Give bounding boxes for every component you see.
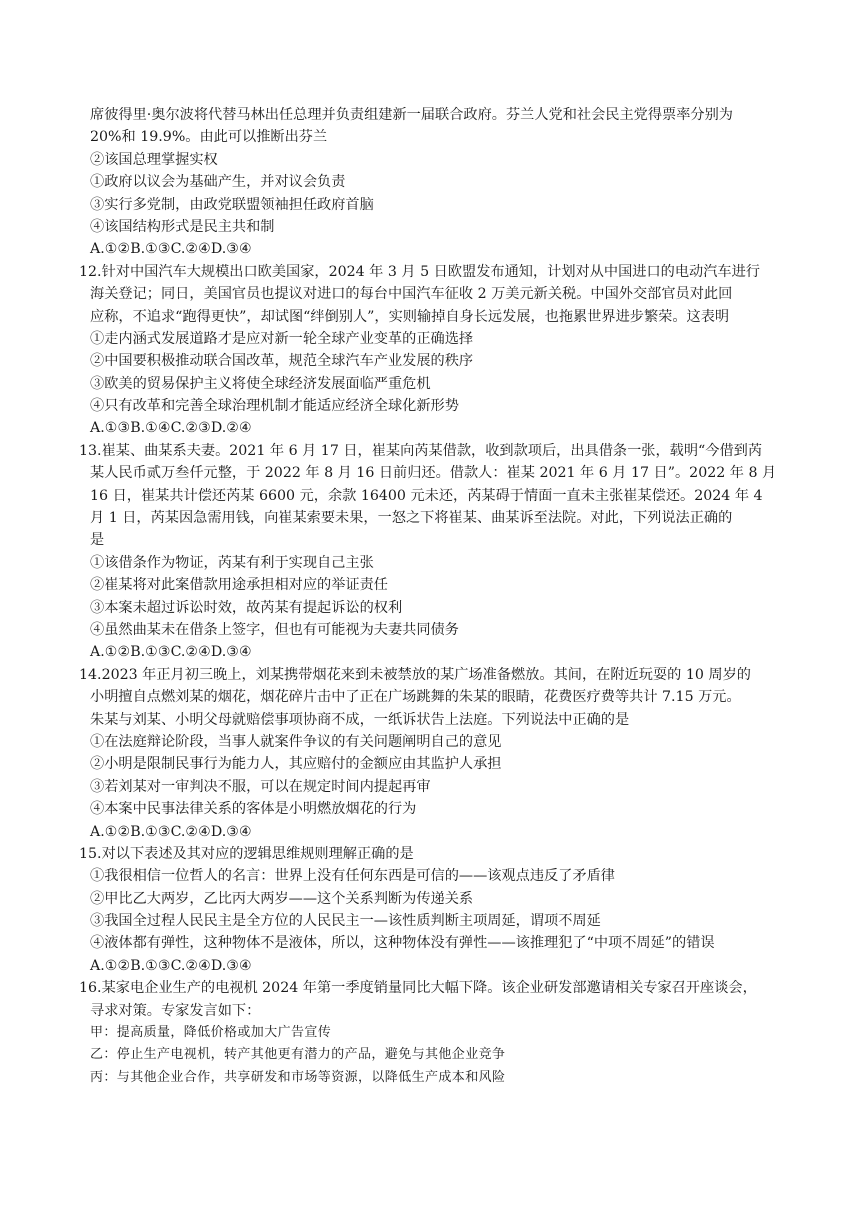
- question-text-line: 15.对以下表述及其对应的逻辑思维规则理解正确的是: [79, 845, 414, 862]
- statement-option: ③实行多党制，由政党联盟领袖担任政府首脑: [90, 196, 374, 213]
- statement-option: ①该借条作为物证，芮某有利于实现自己主张: [90, 554, 374, 571]
- statement-option: ④该国结构形式是民主共和制: [90, 218, 275, 235]
- statement-option: ①在法庭辩论阶段，当事人就案件争议的有关问题阐明自己的意见: [90, 733, 502, 750]
- answer-choices: A.①③B.①④C.②③D.②④: [90, 420, 252, 437]
- question-13: [79, 440, 790, 664]
- statement-option: ④本案中民事法律关系的客体是小明燃放烟花的行为: [90, 801, 417, 818]
- expert-statement: 乙：停止生产电视机，转产其他更有潜力的产品，避免与其他企业竞争: [90, 1047, 506, 1063]
- question-text-line: 16 日，崔某共计偿还芮某 6600 元，余款 16400 元未还，芮某碍于情面一直未主张崔某偿还。2024 年 4: [90, 487, 763, 504]
- statement-option: ④虽然曲某未在借条上签字，但也有可能视为夫妻共同债务: [90, 621, 459, 638]
- question-text-line: 某人民币贰万叁仟元整，于 2022 年 8 月 16 日前归还。借款人：崔某 2021 年 6 月 17 日”。2022 年 8 月: [90, 465, 777, 482]
- statement-option: ②崔某将对此案借款用途承担相对应的举证责任: [90, 577, 388, 594]
- statement-option: ③本案未超过诉讼时效，故芮某有提起诉讼的权利: [90, 599, 403, 616]
- answer-choices: A.①②B.①③C.②④D.③④: [90, 823, 252, 840]
- question-text-line: 海关登记；同日，美国官员也提议对进口的每台中国汽车征收 2 万美元新关税。中国外交部官员对此回: [90, 286, 733, 303]
- statement-option: ②中国要积极推动联合国改革，规范全球汽车产业发展的秩序: [90, 353, 474, 370]
- answer-choices: A.①②B.①③C.②④D.③④: [90, 957, 252, 974]
- statement-option: ①我很相信一位哲人的名言：世界上没有任何东西是可信的——该观点违反了矛盾律: [90, 868, 615, 885]
- statement-option: ④液体都有弹性，这种物体不是液体，所以，这种物体没有弹性——该推理犯了“中项不周延”的错误: [90, 935, 715, 952]
- question-text-line: 小明擅自点燃刘某的烟花，烟花碎片击中了正在广场跳舞的朱某的眼睛，花费医疗费等共计 7.15 万元。: [90, 689, 741, 706]
- statement-option: ①政府以议会为基础产生，并对议会负责: [90, 174, 346, 191]
- question-text-line: 席彼得里·奥尔波将代替马林出任总理并负责组建新一届联合政府。芬兰人党和社会民主党得票率分别为: [90, 107, 733, 123]
- question-text-line: 是: [90, 532, 105, 549]
- question-11: [90, 104, 790, 261]
- statement-option: ②小明是限制民事行为能力人，其应赔付的金额应由其监护人承担: [90, 756, 502, 773]
- statement-option: ③欧美的贸易保护主义将使全球经济发展面临严重危机: [90, 375, 431, 392]
- statement-option: ①走内涵式发展道路才是应对新一轮全球产业变革的正确选择: [90, 330, 474, 347]
- question-text-line: 应称，不追求“跑得更快”，却试图“绊倒别人”，实则输掉自身长远发展，也拖累世界进步繁荣。这表明: [90, 308, 730, 325]
- question-text-line: 寻求对策。专家发言如下：: [90, 1002, 261, 1019]
- statement-option: ②该国总理掌握实权: [90, 151, 218, 168]
- statement-option: ③我国全过程人民民主是全方位的人民民主一—该性质判断主项周延，谓项不周延: [90, 913, 601, 930]
- question-text-line: 朱某与刘某、小明父母就赔偿事项协商不成，一纸诉状告上法庭。下列说法中正确的是: [90, 711, 630, 728]
- question-12: [79, 261, 790, 440]
- question-text-line: 14.2023 年正月初三晚上，刘某携带烟花来到未被禁放的某广场准备燃放。其间，在附近玩耍的 10 周岁的: [79, 666, 751, 683]
- expert-statement: 丙：与其他企业合作，共享研发和市场等资源，以降低生产成本和风险: [90, 1069, 506, 1085]
- question-text-line: 12.针对中国汽车大规模出口欧美国家，2024 年 3 月 5 日欧盟发布通知，计划对从中国进口的电动汽车进行: [79, 263, 760, 280]
- question-text-line: 16.某家电企业生产的电视机 2024 年第一季度销量同比大幅下降。该企业研发部邀请相关专家召开座谈会，: [79, 980, 757, 997]
- question-text-line: 13.崔某、曲某系夫妻。2021 年 6 月 17 日，崔某向芮某借款，收到款项后，出具借条一张，载明“今借到芮: [79, 442, 763, 459]
- expert-statement: 甲：提高质量，降低价格或加大广告宣传: [90, 1025, 332, 1041]
- statement-option: ④只有改革和完善全球治理机制才能适应经济全球化新形势: [90, 398, 459, 415]
- question-15: [79, 843, 790, 977]
- question-14: [79, 664, 790, 843]
- question-text-line: 20%和 19.9%。由此可以推断出芬兰: [90, 129, 328, 146]
- statement-option: ③若刘某对一审判决不服，可以在规定时间内提起再审: [90, 778, 431, 795]
- question-16: [79, 977, 790, 1089]
- question-text-line: 月 1 日，芮某因急需用钱，向崔某索要未果，一怒之下将崔某、曲某诉至法院。对此，下列说法正确的: [90, 510, 733, 527]
- statement-option: ②甲比乙大两岁，乙比丙大两岁——这个关系判断为传递关系: [90, 890, 474, 907]
- answer-choices: A.①②B.①③C.②④D.③④: [90, 644, 252, 661]
- answer-choices: A.①②B.①③C.②④D.③④: [90, 241, 252, 258]
